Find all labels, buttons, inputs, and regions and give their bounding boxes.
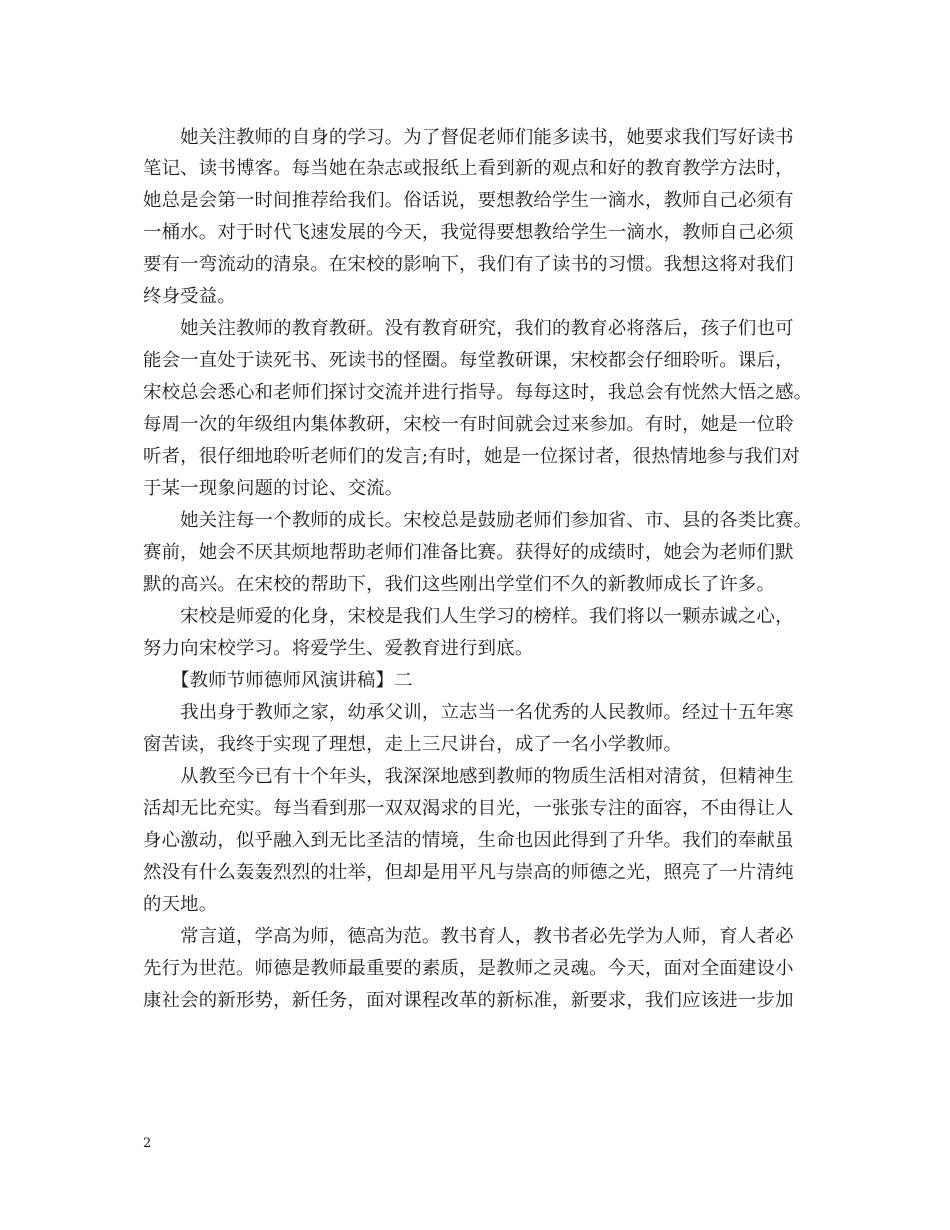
text-line: 听者，很仔细地聆听老师们的发言;有时，她是一位探讨者，很热情地参与我们对 <box>143 446 801 467</box>
text-line: 她关注每一个教师的成长。宋校总是鼓励老师们参加省、市、县的各类比赛。 <box>143 510 813 531</box>
text-line: 她总是会第一时间推荐给我们。俗话说，要想教给学生一滴水，教师自己必须有 <box>143 190 794 211</box>
text-line: 每周一次的年级组内集体教研，宋校一有时间就会过来参加。有时，她是一位聆 <box>143 414 794 435</box>
text-line: 一桶水。对于时代飞速发展的今天，我觉得要想教给学生一滴水，教师自己必须 <box>143 222 794 243</box>
text-line: 她关注教师的教育教研。没有教育研究，我们的教育必将落后，孩子们也可 <box>143 318 794 339</box>
text-line: 宋校总会悉心和老师们探讨交流并进行指导。每每这时，我总会有恍然大悟之感。 <box>143 382 813 403</box>
text-line: 赛前，她会不厌其烦地帮助老师们准备比赛。获得好的成绩时，她会为老师们默 <box>143 542 794 563</box>
text-line: 努力向宋校学习。将爱学生、爱教育进行到底。 <box>143 638 534 659</box>
text-line: 康社会的新形势，新任务，面对课程改革的新标准，新要求，我们应该进一步加 <box>143 990 794 1011</box>
page-number: 2 <box>143 1136 152 1151</box>
text-line: 的天地。 <box>143 894 218 915</box>
text-line: 宋校是师爱的化身，宋校是我们人生学习的榜样。我们将以一颗赤诚之心， <box>143 606 794 627</box>
section-heading: 【教师节师德师风演讲稿】二 <box>143 670 413 691</box>
text-line: 要有一弯流动的清泉。在宋校的影响下，我们有了读书的习惯。我想这将对我们 <box>143 254 794 275</box>
text-line: 她关注教师的自身的学习。为了督促老师们能多读书，她要求我们写好读书 <box>143 127 794 148</box>
text-line: 常言道，学高为师，德高为范。教书育人，教书者必先学为人师，育人者必 <box>143 926 794 947</box>
text-line: 活却无比充实。每当看到那一双双渴求的目光，一张张专注的面容，不由得让人 <box>143 798 794 819</box>
text-line: 然没有什么轰轰烈烈的壮举，但却是用平凡与崇高的师德之光，照亮了一片清纯 <box>143 862 794 883</box>
text-line: 从教至今已有十个年头，我深深地感到教师的物质生活相对清贫，但精神生 <box>143 766 794 787</box>
text-line: 笔记、读书博客。每当她在杂志或报纸上看到新的观点和好的教育教学方法时， <box>143 158 794 179</box>
text-line: 身心激动，似乎融入到无比圣洁的情境，生命也因此得到了升华。我们的奉献虽 <box>143 830 794 851</box>
text-line: 先行为世范。师德是教师最重要的素质，是教师之灵魂。今天，面对全面建设小 <box>143 958 794 979</box>
text-line: 终身受益。 <box>143 286 236 307</box>
text-line: 窗苦读，我终于实现了理想，走上三尺讲台，成了一名小学教师。 <box>143 734 683 755</box>
text-line: 我出身于教师之家，幼承父训，立志当一名优秀的人民教师。经过十五年寒 <box>143 702 794 723</box>
text-line: 默的高兴。在宋校的帮助下，我们这些刚出学堂们不久的新教师成长了许多。 <box>143 574 776 595</box>
text-line: 于某一现象问题的讨论、交流。 <box>143 478 404 499</box>
text-line: 能会一直处于读死书、死读书的怪圈。每堂教研课，宋校都会仔细聆听。课后， <box>143 350 794 371</box>
